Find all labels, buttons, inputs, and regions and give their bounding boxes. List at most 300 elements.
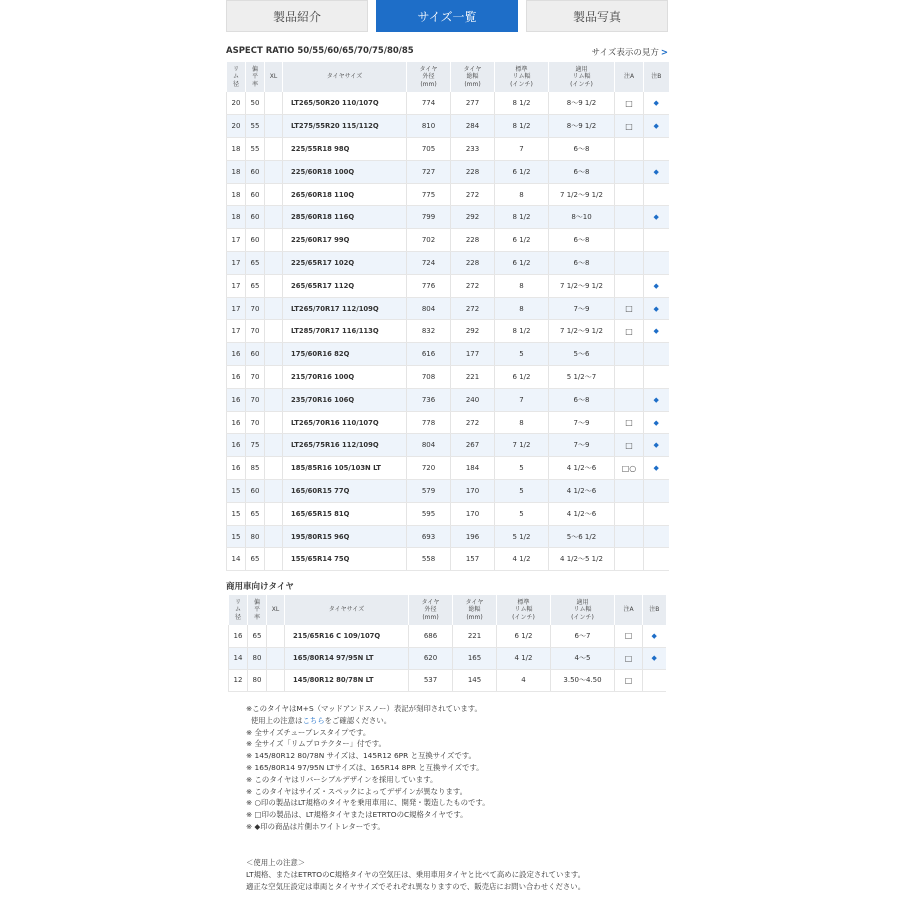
cell-note-a	[615, 343, 644, 366]
cell-app-rim: 5〜6	[549, 343, 615, 366]
cell-outer-diameter: 775	[407, 183, 451, 206]
cell-size: 225/55R18 98Q	[283, 138, 407, 161]
cell-size: 145/80R12 80/78N LT	[285, 669, 409, 691]
cell-note-b: ◆	[644, 297, 669, 320]
cell-xl	[265, 160, 283, 183]
table-row	[227, 343, 669, 366]
section-header	[226, 46, 668, 58]
cell-app-rim: 4 1/2〜6	[549, 502, 615, 525]
cell-note-a	[615, 366, 644, 389]
cell-aspect: 60	[246, 480, 265, 503]
cell-note-a	[615, 206, 644, 229]
cell-size: 215/70R16 100Q	[283, 366, 407, 389]
table-header-row	[229, 595, 666, 625]
cell-outer-diameter: 537	[409, 669, 453, 691]
cell-std-rim: 5	[495, 457, 549, 480]
section-title: ASPECT RATIO 50/55/60/65/70/75/80/85	[226, 46, 414, 56]
col-xl: XL	[267, 595, 285, 625]
cell-note-a	[615, 229, 644, 252]
cell-std-rim: 8	[495, 411, 549, 434]
cell-note-b: ◆	[644, 411, 669, 434]
cell-aspect: 55	[246, 138, 265, 161]
cell-note-b: ◆	[644, 115, 669, 138]
table-row	[227, 115, 669, 138]
note-item: 使用上の注意はこちらをご確認ください。	[250, 715, 392, 725]
cell-rim: 18	[227, 160, 246, 183]
col-tire-size: タイヤサイズ	[283, 62, 407, 92]
table-row	[227, 160, 669, 183]
cell-outer-diameter: 616	[407, 343, 451, 366]
cell-aspect: 80	[248, 647, 267, 669]
cell-rim: 15	[227, 502, 246, 525]
table-row	[227, 548, 669, 571]
cell-rim: 16	[227, 366, 246, 389]
cell-app-rim: 8〜9 1/2	[549, 115, 615, 138]
cell-note-a	[615, 525, 644, 548]
cell-size: 225/65R17 102Q	[283, 252, 407, 275]
cell-note-b	[644, 502, 669, 525]
cell-std-rim: 8	[495, 274, 549, 297]
cell-app-rim: 4 1/2〜6	[549, 480, 615, 503]
cell-size: 225/60R18 100Q	[283, 160, 407, 183]
cell-note-b: ◆	[644, 274, 669, 297]
cell-rim: 14	[229, 647, 248, 669]
cell-note-a: □	[615, 625, 643, 647]
cell-aspect: 50	[246, 92, 265, 115]
cell-note-b	[644, 343, 669, 366]
cell-std-rim: 4 1/2	[495, 548, 549, 571]
table-row	[227, 320, 669, 343]
cell-app-rim: 4 1/2〜6	[549, 457, 615, 480]
cell-app-rim: 6〜8	[549, 138, 615, 161]
cell-outer-diameter: 804	[407, 297, 451, 320]
caution-link[interactable]: こちら	[302, 715, 325, 725]
cell-xl	[267, 647, 285, 669]
cell-size: 265/60R18 110Q	[283, 183, 407, 206]
cell-std-rim: 6 1/2	[495, 160, 549, 183]
cell-app-rim: 3.50〜4.50	[551, 669, 615, 691]
cell-outer-diameter: 799	[407, 206, 451, 229]
col-aspect-ratio: 偏 平 率	[248, 595, 267, 625]
cell-rim: 17	[227, 252, 246, 275]
cell-std-rim: 6 1/2	[497, 625, 551, 647]
cell-app-rim: 8〜9 1/2	[549, 92, 615, 115]
tab-bar	[226, 0, 668, 32]
cell-note-a	[615, 502, 644, 525]
cell-rim: 18	[227, 206, 246, 229]
cell-app-rim: 6〜8	[549, 388, 615, 411]
note-item: ※ 全サイズチューブレスタイプです。	[246, 727, 371, 737]
cell-xl	[265, 115, 283, 138]
cell-aspect: 55	[246, 115, 265, 138]
cell-xl	[267, 669, 285, 691]
cell-std-rim: 6 1/2	[495, 252, 549, 275]
cell-outer-diameter: 724	[407, 252, 451, 275]
col-standard-rim: 標準 リム幅 (インチ)	[497, 595, 551, 625]
cell-size: 185/85R16 105/103N LT	[283, 457, 407, 480]
table-row	[227, 297, 669, 320]
cell-rim: 16	[229, 625, 248, 647]
cell-std-rim: 6 1/2	[495, 366, 549, 389]
cell-app-rim: 7 1/2〜9 1/2	[549, 320, 615, 343]
note-item: ※ このタイヤはサイズ・スペックによってデザインが異なります。	[246, 786, 468, 796]
cell-xl	[265, 388, 283, 411]
cell-app-rim: 6〜8	[549, 252, 615, 275]
note-item: ※ 145/80R12 80/78N サイズは、145R12 6PR と互換サイズです。	[246, 751, 476, 761]
cell-note-a: □	[615, 115, 644, 138]
cell-note-b: ◆	[644, 160, 669, 183]
cell-std-rim: 5	[495, 480, 549, 503]
cell-aspect: 60	[246, 343, 265, 366]
cell-size: 175/60R16 82Q	[283, 343, 407, 366]
col-total-width: タイヤ 総幅 (mm)	[453, 595, 497, 625]
cell-app-rim: 7〜9	[549, 297, 615, 320]
chevron-right-icon: >	[660, 48, 668, 58]
cell-outer-diameter: 804	[407, 434, 451, 457]
cell-size: 265/65R17 112Q	[283, 274, 407, 297]
col-note-b: 注B	[643, 595, 666, 625]
col-total-width: タイヤ 総幅 (mm)	[451, 62, 495, 92]
cell-aspect: 65	[248, 625, 267, 647]
cell-outer-diameter: 727	[407, 160, 451, 183]
cell-outer-diameter: 693	[407, 525, 451, 548]
cell-width: 284	[451, 115, 495, 138]
cell-xl	[265, 320, 283, 343]
table-row	[227, 366, 669, 389]
cell-xl	[265, 525, 283, 548]
size-table	[226, 62, 669, 571]
cell-outer-diameter: 736	[407, 388, 451, 411]
cell-aspect: 60	[246, 160, 265, 183]
cell-rim: 16	[227, 388, 246, 411]
cell-note-b: ◆	[644, 92, 669, 115]
cell-xl	[265, 434, 283, 457]
cell-aspect: 60	[246, 229, 265, 252]
cell-size: LT265/70R16 110/107Q	[283, 411, 407, 434]
cell-note-a	[615, 252, 644, 275]
size-guide-link[interactable]	[592, 46, 668, 58]
caution-title: ＜使用上の注意＞	[246, 858, 306, 867]
cell-note-b: ◆	[644, 320, 669, 343]
cell-size: LT275/55R20 115/112Q	[283, 115, 407, 138]
cell-width: 292	[451, 206, 495, 229]
col-outer-diameter: タイヤ 外径 (mm)	[409, 595, 453, 625]
cell-app-rim: 7〜9	[549, 411, 615, 434]
cell-size: 285/60R18 116Q	[283, 206, 407, 229]
cell-width: 196	[451, 525, 495, 548]
cell-note-a	[615, 388, 644, 411]
cell-width: 184	[451, 457, 495, 480]
cell-rim: 12	[229, 669, 248, 691]
table-row	[227, 138, 669, 161]
cell-size: 165/80R14 97/95N LT	[285, 647, 409, 669]
cell-app-rim: 7 1/2〜9 1/2	[549, 183, 615, 206]
cell-outer-diameter: 558	[407, 548, 451, 571]
cell-width: 170	[451, 502, 495, 525]
cell-note-b	[644, 138, 669, 161]
cell-note-b	[644, 229, 669, 252]
col-rim-diameter: リ ム 径	[227, 62, 246, 92]
table-row	[227, 229, 669, 252]
cell-note-b	[644, 525, 669, 548]
cell-note-a: □	[615, 647, 643, 669]
cell-rim: 16	[227, 411, 246, 434]
cell-rim: 20	[227, 115, 246, 138]
cell-note-b	[644, 366, 669, 389]
cell-note-a	[615, 160, 644, 183]
cell-width: 165	[453, 647, 497, 669]
cell-note-a: □○	[615, 457, 644, 480]
cell-std-rim: 8 1/2	[495, 320, 549, 343]
cell-xl	[265, 229, 283, 252]
cell-note-b	[644, 480, 669, 503]
cell-note-a	[615, 548, 644, 571]
table-row	[227, 183, 669, 206]
note-item: ※ このタイヤはリバーシブルデザインを採用しています。	[246, 774, 438, 784]
cell-note-a: □	[615, 411, 644, 434]
col-note-a: 注A	[615, 62, 644, 92]
table-row	[227, 92, 669, 115]
table-row	[229, 647, 666, 669]
cell-width: 240	[451, 388, 495, 411]
cell-outer-diameter: 832	[407, 320, 451, 343]
cell-xl	[265, 274, 283, 297]
cell-size: 235/70R16 106Q	[283, 388, 407, 411]
cell-app-rim: 6〜8	[549, 160, 615, 183]
table-row	[227, 502, 669, 525]
cell-size: 215/65R16 C 109/107Q	[285, 625, 409, 647]
cell-width: 221	[451, 366, 495, 389]
cell-width: 233	[451, 138, 495, 161]
cell-rim: 16	[227, 343, 246, 366]
cell-outer-diameter: 778	[407, 411, 451, 434]
cell-xl	[267, 625, 285, 647]
col-applicable-rim: 適用 リム幅 (インチ)	[551, 595, 615, 625]
cell-width: 177	[451, 343, 495, 366]
note-item: ※このタイヤはM+S（マッドアンドスノー）表記が刻印されています。	[246, 704, 482, 713]
cell-note-b: ◆	[644, 457, 669, 480]
cell-aspect: 70	[246, 411, 265, 434]
cell-size: 165/60R15 77Q	[283, 480, 407, 503]
cell-aspect: 85	[246, 457, 265, 480]
cell-note-b	[644, 252, 669, 275]
cell-xl	[265, 457, 283, 480]
cell-outer-diameter: 702	[407, 229, 451, 252]
cell-aspect: 70	[246, 297, 265, 320]
cell-note-a: □	[615, 92, 644, 115]
cell-std-rim: 4	[497, 669, 551, 691]
cell-size: 195/80R15 96Q	[283, 525, 407, 548]
cell-width: 272	[451, 274, 495, 297]
note-item: ※ 165/80R14 97/95N LTサイズは、165R14 8PR と互換サイズです。	[246, 762, 484, 772]
cell-size: LT265/75R16 112/109Q	[283, 434, 407, 457]
cell-outer-diameter: 720	[407, 457, 451, 480]
caution-line: 適正な空気圧設定は車両とタイヤサイズでそれぞれ異なりますので、販売店にお問い合わせください。	[246, 881, 586, 891]
cell-std-rim: 8	[495, 297, 549, 320]
table-header-row	[227, 62, 669, 92]
cell-note-a	[615, 480, 644, 503]
cell-width: 145	[453, 669, 497, 691]
cell-width: 267	[451, 434, 495, 457]
cell-width: 157	[451, 548, 495, 571]
table-row	[227, 480, 669, 503]
cell-note-b	[644, 183, 669, 206]
table-row	[229, 669, 666, 691]
note-item: ※ □印の製品は、LT規格タイヤまたはETRTOのC規格タイヤです。	[246, 810, 468, 820]
col-outer-diameter: タイヤ 外径 (mm)	[407, 62, 451, 92]
cell-width: 228	[451, 229, 495, 252]
cell-std-rim: 7 1/2	[495, 434, 549, 457]
cell-note-b: ◆	[644, 206, 669, 229]
cell-std-rim: 8	[495, 183, 549, 206]
cell-outer-diameter: 708	[407, 366, 451, 389]
cell-aspect: 80	[246, 525, 265, 548]
cell-size: 155/65R14 75Q	[283, 548, 407, 571]
cell-rim: 15	[227, 480, 246, 503]
cell-size: 165/65R15 81Q	[283, 502, 407, 525]
table-row	[227, 457, 669, 480]
cell-note-b: ◆	[643, 625, 666, 647]
cell-rim: 17	[227, 274, 246, 297]
table-row	[227, 434, 669, 457]
cell-aspect: 65	[246, 274, 265, 297]
cell-note-a: □	[615, 669, 643, 691]
cell-std-rim: 5 1/2	[495, 525, 549, 548]
cell-aspect: 65	[246, 502, 265, 525]
note-item: ※ ◆印の商品は片側ホワイトレターです。	[246, 821, 385, 831]
table-row	[227, 252, 669, 275]
cell-xl	[265, 480, 283, 503]
cell-note-b	[644, 548, 669, 571]
cell-xl	[265, 252, 283, 275]
col-tire-size: タイヤサイズ	[285, 595, 409, 625]
cell-size: LT265/70R17 112/109Q	[283, 297, 407, 320]
cell-app-rim: 5 1/2〜7	[549, 366, 615, 389]
cell-xl	[265, 206, 283, 229]
caution-line: LT規格、またはETRTOのC規格タイヤの空気圧は、乗用車用タイヤと比べて高めに設定されています。	[246, 869, 586, 879]
cell-aspect: 65	[246, 252, 265, 275]
table-row	[227, 274, 669, 297]
cell-size: 225/60R17 99Q	[283, 229, 407, 252]
cell-std-rim: 5	[495, 502, 549, 525]
cell-xl	[265, 411, 283, 434]
cell-xl	[265, 138, 283, 161]
cell-app-rim: 8〜10	[549, 206, 615, 229]
commercial-size-table	[228, 595, 666, 692]
col-xl: XL	[265, 62, 283, 92]
cell-std-rim: 8 1/2	[495, 92, 549, 115]
cell-xl	[265, 548, 283, 571]
cell-rim: 14	[227, 548, 246, 571]
cell-outer-diameter: 774	[407, 92, 451, 115]
cell-outer-diameter: 595	[407, 502, 451, 525]
cell-outer-diameter: 620	[409, 647, 453, 669]
cell-xl	[265, 366, 283, 389]
cell-width: 221	[453, 625, 497, 647]
cell-aspect: 70	[246, 388, 265, 411]
table-row	[227, 411, 669, 434]
cell-xl	[265, 343, 283, 366]
cell-xl	[265, 502, 283, 525]
cell-std-rim: 4 1/2	[497, 647, 551, 669]
cell-outer-diameter: 686	[409, 625, 453, 647]
cell-note-b	[643, 669, 666, 691]
cell-std-rim: 7	[495, 388, 549, 411]
cell-app-rim: 6〜7	[551, 625, 615, 647]
cell-note-b: ◆	[644, 388, 669, 411]
cell-width: 277	[451, 92, 495, 115]
col-rim-diameter: リ ム 径	[229, 595, 248, 625]
cell-app-rim: 7 1/2〜9 1/2	[549, 274, 615, 297]
col-note-b: 注B	[644, 62, 669, 92]
tab-product-photos[interactable]: 製品写真	[526, 0, 668, 32]
cell-outer-diameter: 810	[407, 115, 451, 138]
cell-width: 228	[451, 252, 495, 275]
cell-rim: 20	[227, 92, 246, 115]
cell-note-a	[615, 274, 644, 297]
note-item: ※ ○印の製品はLT規格のタイヤを乗用車用に、開発・製造したものです。	[246, 798, 490, 808]
cell-app-rim: 5〜6 1/2	[549, 525, 615, 548]
notes	[246, 703, 490, 833]
col-aspect-ratio: 偏 平 率	[246, 62, 265, 92]
size-guide-label: サイズ表示の見方	[591, 48, 659, 58]
col-note-a: 注A	[615, 595, 643, 625]
cell-note-a	[615, 183, 644, 206]
cell-std-rim: 5	[495, 343, 549, 366]
note-item: ※ 全サイズ「リムプロテクター」付です。	[246, 739, 386, 749]
col-standard-rim: 標準 リム幅 (インチ)	[495, 62, 549, 92]
cell-aspect: 65	[246, 548, 265, 571]
cell-width: 272	[451, 411, 495, 434]
cell-std-rim: 8 1/2	[495, 115, 549, 138]
cell-size: LT265/50R20 110/107Q	[283, 92, 407, 115]
table-row	[227, 388, 669, 411]
cell-rim: 18	[227, 138, 246, 161]
cell-app-rim: 4 1/2〜5 1/2	[549, 548, 615, 571]
cell-rim: 17	[227, 229, 246, 252]
cell-aspect: 70	[246, 366, 265, 389]
cell-aspect: 60	[246, 206, 265, 229]
cell-note-a	[615, 138, 644, 161]
cell-aspect: 60	[246, 183, 265, 206]
table-row	[227, 525, 669, 548]
table-row	[227, 206, 669, 229]
cell-app-rim: 4〜5	[551, 647, 615, 669]
cell-xl	[265, 92, 283, 115]
cell-size: LT285/70R17 116/113Q	[283, 320, 407, 343]
cell-app-rim: 6〜8	[549, 229, 615, 252]
cell-note-a: □	[615, 320, 644, 343]
cell-rim: 16	[227, 434, 246, 457]
cell-outer-diameter: 705	[407, 138, 451, 161]
commercial-section-title: 商用車向けタイヤ	[226, 582, 294, 592]
cell-rim: 15	[227, 525, 246, 548]
tab-product-intro[interactable]: 製品紹介	[226, 0, 368, 32]
tab-size-list[interactable]: サイズ一覧	[376, 0, 518, 32]
cell-note-a: □	[615, 297, 644, 320]
cell-width: 228	[451, 160, 495, 183]
cell-aspect: 70	[246, 320, 265, 343]
cell-rim: 18	[227, 183, 246, 206]
cell-std-rim: 8 1/2	[495, 206, 549, 229]
cell-note-b: ◆	[643, 647, 666, 669]
cell-outer-diameter: 579	[407, 480, 451, 503]
cell-rim: 17	[227, 320, 246, 343]
cell-aspect: 80	[248, 669, 267, 691]
cell-note-a: □	[615, 434, 644, 457]
cell-rim: 16	[227, 457, 246, 480]
cell-rim: 17	[227, 297, 246, 320]
